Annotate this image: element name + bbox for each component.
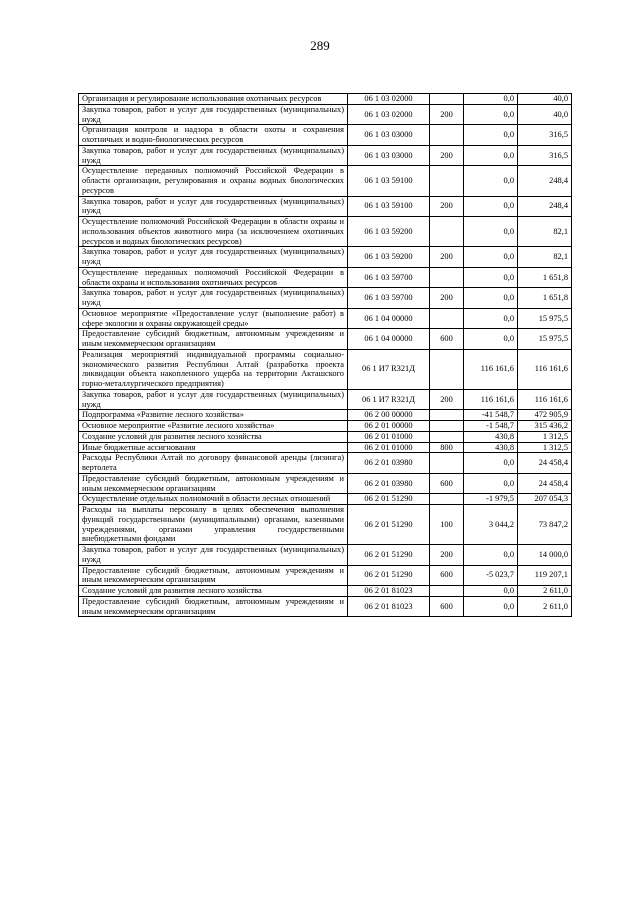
expense-type-cell: 100	[430, 505, 464, 545]
expense-type-cell: 200	[430, 247, 464, 268]
expense-type-cell: 800	[430, 442, 464, 453]
row-name-cell: Организация контроля и надзора в области охоты и сохранения охотничьих и водно-биологических ресурсов	[79, 125, 348, 146]
table-row	[79, 145, 572, 166]
target-code-cell: 06 2 01 01000	[348, 442, 430, 453]
total-amount-cell: 82,1	[518, 217, 572, 247]
target-code-cell: 06 2 01 51290	[348, 505, 430, 545]
total-amount-cell: 40,0	[518, 94, 572, 105]
table-row	[79, 421, 572, 432]
change-amount-cell: -5 023,7	[464, 565, 518, 586]
table-row	[79, 545, 572, 566]
target-code-cell: 06 1 03 03000	[348, 145, 430, 166]
table-row	[79, 308, 572, 329]
change-amount-cell: 0,0	[464, 288, 518, 309]
table-row	[79, 565, 572, 586]
total-amount-cell: 248,4	[518, 196, 572, 217]
total-amount-cell: 248,4	[518, 166, 572, 196]
budget-table-body	[79, 94, 572, 617]
row-name-cell: Закупка товаров, работ и услуг для государственных (муниципальных) нужд	[79, 545, 348, 566]
change-amount-cell: 430,8	[464, 431, 518, 442]
row-name-cell: Организация и регулирование использования охотничьих ресурсов	[79, 94, 348, 105]
row-name-cell: Осуществление полномочий Российской Федерации в области охраны и использования объектов животного мира (за исключением охотничьих ресурсов и водных биологических ресурсов)	[79, 217, 348, 247]
total-amount-cell: 40,0	[518, 104, 572, 125]
target-code-cell: 06 2 01 51290	[348, 565, 430, 586]
total-amount-cell: 24 458,4	[518, 473, 572, 494]
row-name-cell: Реализация мероприятий индивидуальной программы социально-экономического развития Республики Алтай (разработка проекта ликвидации объекта накопленного ущерба на территории Акташского горно-металлургического предприятия)	[79, 349, 348, 389]
total-amount-cell: 472 905,9	[518, 410, 572, 421]
row-name-cell: Расходы на выплаты персоналу в целях обеспечения выполнения функций государственными (муниципальными) органами, казенными учреждениями, органами управления государственными внебюджетными фондами	[79, 505, 348, 545]
target-code-cell: 06 1 04 00000	[348, 308, 430, 329]
target-code-cell: 06 2 01 51290	[348, 545, 430, 566]
expense-type-cell	[430, 94, 464, 105]
row-name-cell: Закупка товаров, работ и услуг для государственных (муниципальных) нужд	[79, 247, 348, 268]
target-code-cell: 06 2 01 81023	[348, 586, 430, 597]
table-row	[79, 247, 572, 268]
change-amount-cell: 116 161,6	[464, 349, 518, 389]
expense-type-cell	[430, 586, 464, 597]
total-amount-cell: 15 975,5	[518, 329, 572, 350]
row-name-cell: Предоставление субсидий бюджетным, автономным учреждениям и иным некоммерческим организациям	[79, 565, 348, 586]
total-amount-cell: 1 312,5	[518, 442, 572, 453]
total-amount-cell: 116 161,6	[518, 349, 572, 389]
table-row	[79, 473, 572, 494]
change-amount-cell: 0,0	[464, 104, 518, 125]
expense-type-cell: 200	[430, 196, 464, 217]
row-name-cell: Подпрограмма «Развитие лесного хозяйства»	[79, 410, 348, 421]
change-amount-cell: 0,0	[464, 166, 518, 196]
target-code-cell: 06 1 03 59100	[348, 166, 430, 196]
table-row	[79, 410, 572, 421]
expense-type-cell: 600	[430, 329, 464, 350]
row-name-cell: Осуществление переданных полномочий Российской Федерации в области организации, регулирования и охраны водных биологических ресурсов	[79, 166, 348, 196]
table-row	[79, 267, 572, 288]
expense-type-cell: 600	[430, 473, 464, 494]
row-name-cell: Основное мероприятие «Предоставление услуг (выполнение работ) в сфере экологии и охраны окружающей среды»	[79, 308, 348, 329]
target-code-cell: 06 2 01 01000	[348, 431, 430, 442]
page-number: 289	[310, 38, 330, 53]
table-row	[79, 494, 572, 505]
row-name-cell: Расходы Республики Алтай по договору финансовой аренды (лизинга) вертолета	[79, 453, 348, 474]
row-name-cell: Закупка товаров, работ и услуг для государственных (муниципальных) нужд	[79, 196, 348, 217]
target-code-cell: 06 1 03 59700	[348, 288, 430, 309]
total-amount-cell: 316,5	[518, 125, 572, 146]
change-amount-cell: 0,0	[464, 473, 518, 494]
target-code-cell: 06 1 03 59100	[348, 196, 430, 217]
change-amount-cell: 0,0	[464, 247, 518, 268]
row-name-cell: Создание условий для развития лесного хозяйства	[79, 431, 348, 442]
expense-type-cell	[430, 431, 464, 442]
target-code-cell: 06 1 04 00000	[348, 329, 430, 350]
change-amount-cell: 3 044,2	[464, 505, 518, 545]
total-amount-cell: 315 436,2	[518, 421, 572, 432]
change-amount-cell: 0,0	[464, 94, 518, 105]
row-name-cell: Осуществление переданных полномочий Российской Федерации в области охраны и использования охотничьих ресурсов	[79, 267, 348, 288]
target-code-cell: 06 1 03 02000	[348, 94, 430, 105]
table-row	[79, 453, 572, 474]
total-amount-cell: 82,1	[518, 247, 572, 268]
change-amount-cell: 116 161,6	[464, 389, 518, 410]
expense-type-cell	[430, 349, 464, 389]
total-amount-cell: 15 975,5	[518, 308, 572, 329]
table-row	[79, 125, 572, 146]
expense-type-cell	[430, 453, 464, 474]
expense-type-cell: 600	[430, 565, 464, 586]
target-code-cell: 06 2 01 03980	[348, 473, 430, 494]
table-row	[79, 94, 572, 105]
table-row	[79, 431, 572, 442]
total-amount-cell: 2 611,0	[518, 596, 572, 617]
total-amount-cell: 207 054,3	[518, 494, 572, 505]
row-name-cell: Основное мероприятие «Развитие лесного хозяйства»	[79, 421, 348, 432]
table-row	[79, 349, 572, 389]
expense-type-cell: 200	[430, 389, 464, 410]
change-amount-cell: -41 548,7	[464, 410, 518, 421]
table-row	[79, 104, 572, 125]
table-row	[79, 596, 572, 617]
row-name-cell: Осуществление отдельных полномочий в области лесных отношений	[79, 494, 348, 505]
expense-type-cell	[430, 125, 464, 146]
change-amount-cell: 0,0	[464, 125, 518, 146]
total-amount-cell: 119 207,1	[518, 565, 572, 586]
target-code-cell: 06 2 01 00000	[348, 421, 430, 432]
target-code-cell: 06 1 03 02000	[348, 104, 430, 125]
row-name-cell: Предоставление субсидий бюджетным, автономным учреждениям и иным некоммерческим организациям	[79, 473, 348, 494]
expense-type-cell	[430, 421, 464, 432]
table-row	[79, 196, 572, 217]
expense-type-cell	[430, 494, 464, 505]
target-code-cell: 06 2 00 00000	[348, 410, 430, 421]
table-row	[79, 505, 572, 545]
change-amount-cell: -1 979,5	[464, 494, 518, 505]
row-name-cell: Закупка товаров, работ и услуг для государственных (муниципальных) нужд	[79, 104, 348, 125]
row-name-cell: Создание условий для развития лесного хозяйства	[79, 586, 348, 597]
total-amount-cell: 14 000,0	[518, 545, 572, 566]
change-amount-cell: 0,0	[464, 453, 518, 474]
target-code-cell: 06 2 01 81023	[348, 596, 430, 617]
row-name-cell: Закупка товаров, работ и услуг для государственных (муниципальных) нужд	[79, 145, 348, 166]
expense-type-cell	[430, 308, 464, 329]
total-amount-cell: 316,5	[518, 145, 572, 166]
change-amount-cell: 0,0	[464, 196, 518, 217]
change-amount-cell: 0,0	[464, 217, 518, 247]
expense-type-cell: 200	[430, 288, 464, 309]
total-amount-cell: 1 651,8	[518, 288, 572, 309]
expense-type-cell: 200	[430, 545, 464, 566]
row-name-cell: Предоставление субсидий бюджетным, автономным учреждениям и иным некоммерческим организациям	[79, 596, 348, 617]
expense-type-cell	[430, 166, 464, 196]
total-amount-cell: 73 847,2	[518, 505, 572, 545]
row-name-cell: Закупка товаров, работ и услуг для государственных (муниципальных) нужд	[79, 389, 348, 410]
table-row	[79, 217, 572, 247]
total-amount-cell: 116 161,6	[518, 389, 572, 410]
table-row	[79, 442, 572, 453]
expense-type-cell	[430, 217, 464, 247]
change-amount-cell: 0,0	[464, 267, 518, 288]
target-code-cell: 06 1 03 59700	[348, 267, 430, 288]
change-amount-cell: 0,0	[464, 145, 518, 166]
change-amount-cell: 0,0	[464, 545, 518, 566]
change-amount-cell: -1 548,7	[464, 421, 518, 432]
table-row	[79, 586, 572, 597]
row-name-cell: Предоставление субсидий бюджетным, автономным учреждениям и иным некоммерческим организациям	[79, 329, 348, 350]
target-code-cell: 06 2 01 03980	[348, 453, 430, 474]
change-amount-cell: 0,0	[464, 308, 518, 329]
target-code-cell: 06 1 И7 R321Д	[348, 389, 430, 410]
change-amount-cell: 0,0	[464, 329, 518, 350]
row-name-cell: Иные бюджетные ассигнования	[79, 442, 348, 453]
target-code-cell: 06 2 01 51290	[348, 494, 430, 505]
change-amount-cell: 0,0	[464, 586, 518, 597]
target-code-cell: 06 1 03 03000	[348, 125, 430, 146]
table-row	[79, 288, 572, 309]
expense-type-cell: 200	[430, 104, 464, 125]
budget-table	[78, 93, 572, 617]
table-row	[79, 329, 572, 350]
expense-type-cell: 200	[430, 145, 464, 166]
table-row	[79, 389, 572, 410]
total-amount-cell: 1 312,5	[518, 431, 572, 442]
expense-type-cell	[430, 267, 464, 288]
target-code-cell: 06 1 03 59200	[348, 247, 430, 268]
target-code-cell: 06 1 03 59200	[348, 217, 430, 247]
expense-type-cell	[430, 410, 464, 421]
total-amount-cell: 2 611,0	[518, 586, 572, 597]
change-amount-cell: 0,0	[464, 596, 518, 617]
table-row	[79, 166, 572, 196]
change-amount-cell: 430,8	[464, 442, 518, 453]
total-amount-cell: 1 651,8	[518, 267, 572, 288]
expense-type-cell: 600	[430, 596, 464, 617]
total-amount-cell: 24 458,4	[518, 453, 572, 474]
target-code-cell: 06 1 И7 R321Д	[348, 349, 430, 389]
row-name-cell: Закупка товаров, работ и услуг для государственных (муниципальных) нужд	[79, 288, 348, 309]
